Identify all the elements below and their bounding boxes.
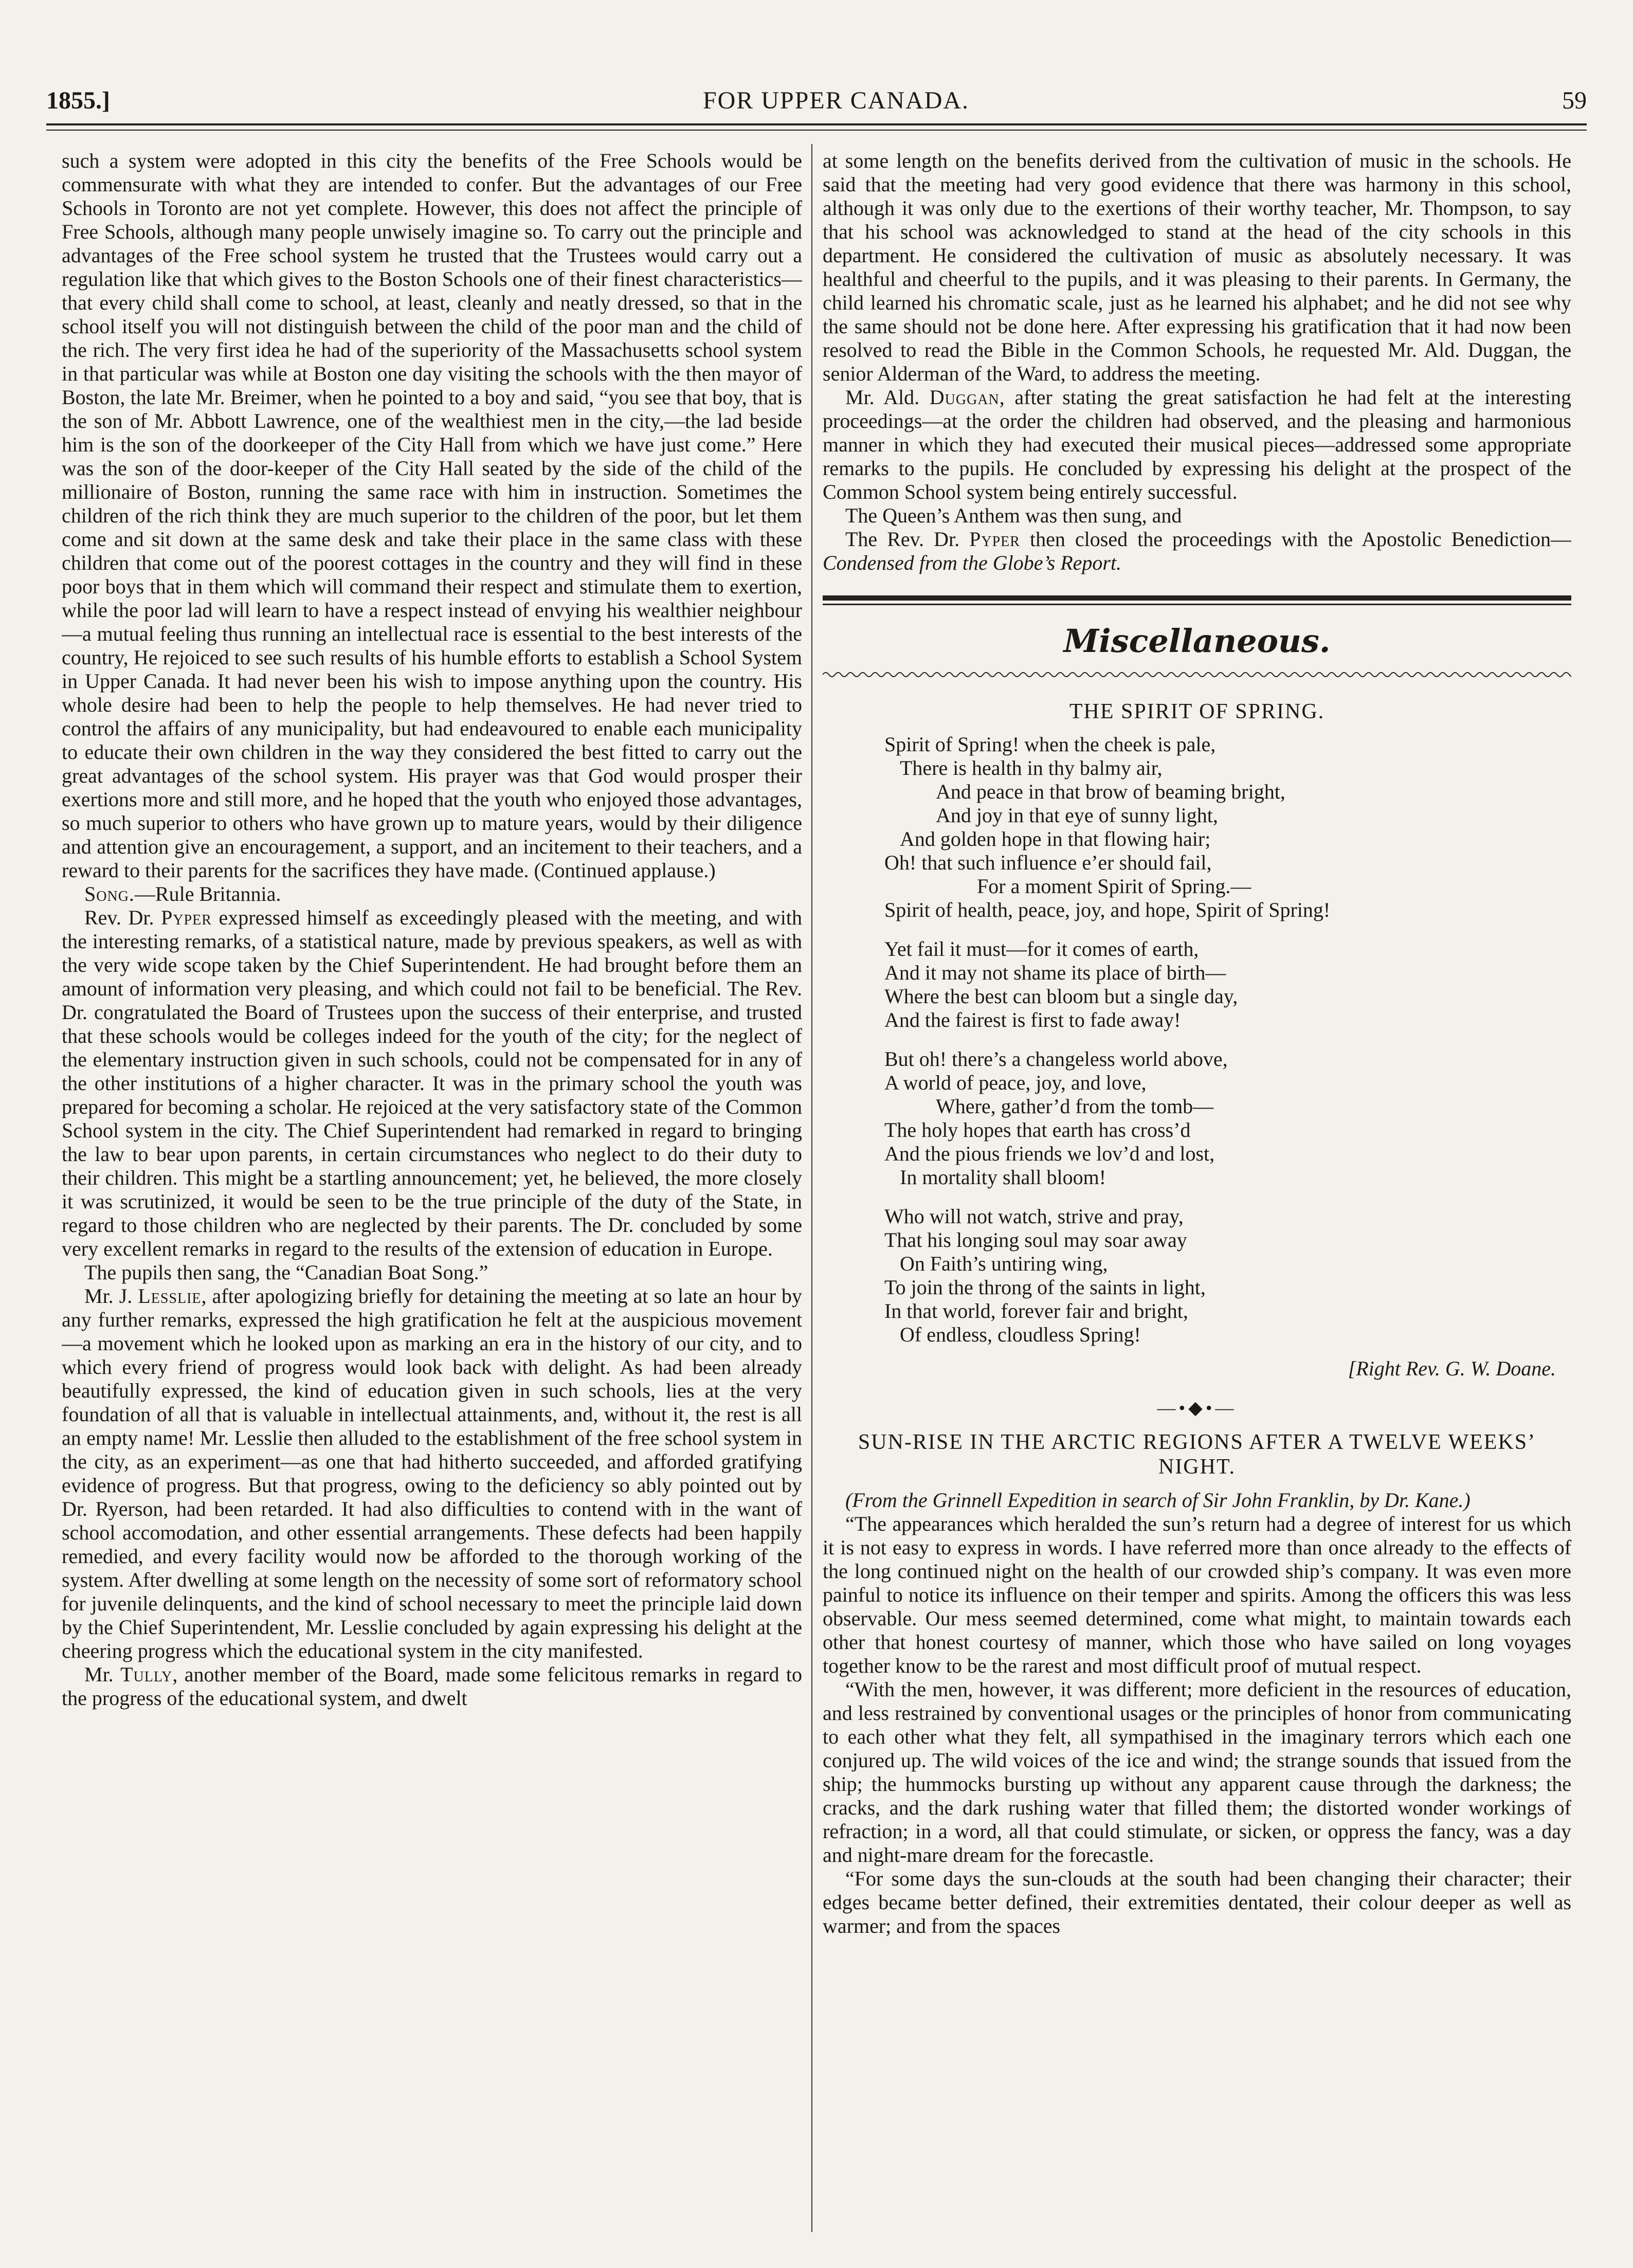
article-title: SUN-RISE IN THE ARCTIC REGIONS AFTER A TWELVE WEEKS’ NIGHT. (858, 1430, 1536, 1479)
lesslie-paragraph (62, 1284, 802, 1663)
wavy-rule (823, 669, 1571, 680)
song-line (62, 882, 802, 906)
tully-paragraph (62, 1663, 802, 1710)
closing-source: Condensed from the Globe’s Report. (823, 551, 1122, 574)
paragraph-continuation: such a system were adopted in this city the benefits of the Free Schools would be commensurate with what they are intended to confer. But the advantages of our Free Schools in Toronto are not yet complete. However, this does not affect the principle of Free Schools, although many people unwisely imagine so. To carry out the principle and advantages of the Free school system he trusted that the Trustees would carry out a regulation like that which gives to the Boston Schools one of their finest characteristics—that every child shall come to school, at least, cleanly and neatly dressed, so that in the school itself you will not distinguish between the child of the poor man and the child of the rich. The very first idea he had of the superiority of the Massachusetts school system in that particular was while at Boston one day visiting the schools with the then mayor of Boston, the late Mr. Breimer, when he pointed to a boy and said, “you see that boy, that is the son of Mr. Abbott Lawrence, one of the wealthiest men in the city,—the lad beside him is the son of the doorkeeper of the City Hall from which we have just come.” Here was the son of the door-keeper of the City Hall seated by the side of the child of the millionaire of Boston, running the same race with him in instruction. Sometimes the children of the rich think they are much superior to the children of the poor, but let them come and sit down at the same desk and take their place in the same class with these children that come out of the poorest cottages in the country and they will find in these poor boys that in them which will command their respect and stimulate them to exertion, while the poor lad will learn to have a respect instead of envying his wealthier neighbour—a mutual feeling thus running an intellectual race is essential to the best interests of the country, He rejoiced to see such results of his humble efforts to establish a School System in Upper Canada. It had never been his wish to impose anything upon the country. His whole desire had been to help the people to help themselves. He had never tried to control the affairs of any municipality, but had endeavoured to enable each municipality to educate their own children in the way they considered the best fitted to carry out the great advantages of the school system. His prayer was that God would prosper their exertions more and still more, and he hoped that the youth who enjoyed those advantages, so much superior to others who have grown up to mature years, would by their diligence and attention give an encouragement, a support, and an incitement to their teachers, and a reward to their parents for the sacrifices they have made. (Continued applause.) (62, 149, 802, 882)
lesslie-text: , after apologizing briefly for detaining the meeting at so late an hour by any further remarks, expressed the high gratification he felt at the auspicious movement—a movement which he looked upon as marking an era in the history of our city, and to which every friend of progress would look back with delight. As had been already beautifully expressed, the kind of education given in such schools, lies at the very foundation of all that is valuable in intellectual attainments, and, without it, the rest is all an empty name! Mr. Lesslie then alluded to the establishment of the free school system in the city, as an experiment—as one that had hitherto succeeded, and afforded gratifying evidence of progress. But that progress, owing to the deficiency so ably pointed out by Dr. Ryerson, had been retarded. It had also difficulties to contend with in the want of school accomodation, and other essential arrangements. These defects had been happily remedied, and every facility would now be afforded to the thorough working of the system. After dwelling at some length on the necessity of some sort of reformatory school for juvenile delinquents, and the kind of school necessary to meet the principle laid down by the Chief Superintendent, Mr. Lesslie concluded by again expressing his delight at the cheering progress which the educational system in the city manifested. (62, 1284, 802, 1662)
duggan-paragraph (823, 386, 1571, 504)
page-number: 59 (1562, 86, 1587, 114)
poem-line: And peace in that brow of beaming bright, (936, 780, 1285, 803)
paragraph-continuation-right: at some length on the benefits derived from the cultivation of music in the schools. He said that the meeting had very good evidence that there was harmony in this school, although it was only due to the exertions of their worthy teacher, Mr. Thompson, to say that his school was acknowledged to stand at the head of the city schools in this department. He considered the cultivation of music as absolutely necessary. It was healthful and cheerful to the pupils, and it was pleasing to their parents. In Germany, the child learned his chromatic scale, just as he learned his alphabet; and he did not see why the same should not be done here. After expressing his gratification that it had now been resolved to read the Bible in the Common Schools, he requested Mr. Ald. Duggan, the senior Alderman of the Ward, to address the meeting. (823, 149, 1571, 385)
poem-line: In that world, forever fair and bright, (884, 1299, 1188, 1322)
page-header (46, 77, 1587, 123)
poem-line: Where, gather’d from the tomb— (936, 1095, 1214, 1118)
closing-name: Pyper (969, 528, 1020, 551)
poem-line: And the pious friends we lov’d and lost, (884, 1142, 1215, 1165)
poem-line: And it may not shame its place of birth— (884, 961, 1226, 984)
poem-line: In mortality shall bloom! (900, 1166, 1106, 1189)
tully-prefix: Mr. (84, 1663, 121, 1686)
anthem-line: The Queen’s Anthem was then sung, and (845, 504, 1182, 527)
duggan-name: Duggan (929, 386, 1000, 409)
poem-title: THE SPIRIT OF SPRING. (1069, 700, 1325, 723)
poem-line: Spirit of Spring! when the cheek is pale, (884, 733, 1216, 756)
closing-prefix: The Rev. Dr. (845, 528, 970, 551)
poem-stanza-1 (884, 733, 1571, 922)
article-paragraph: “For some days the sun-clouds at the south had been changing their character; their edges became better defined, their extremities dentated, their colour deeper as well as warmer; and from the spaces (823, 1867, 1571, 1937)
poem-line: Who will not watch, strive and pray, (884, 1205, 1184, 1228)
closing-text: then closed the proceedings with the Apostolic Benediction— (1020, 528, 1571, 551)
article-source: (From the Grinnell Expedition in search of Sir John Franklin, by Dr. Kane.) (845, 1489, 1471, 1512)
poem-stanza-2 (884, 937, 1571, 1032)
section-divider (823, 595, 1571, 605)
poem-line: Oh! that such influence e’er should fail, (884, 851, 1212, 874)
pyper-prefix: Rev. Dr. (84, 906, 161, 929)
poem-stanza-3 (884, 1047, 1571, 1189)
duggan-prefix: Mr. Ald. (845, 386, 930, 409)
poem-line: Of endless, cloudless Spring! (900, 1323, 1141, 1346)
poem-line: And the fairest is first to fade away! (884, 1008, 1181, 1031)
poem-line: The holy hopes that earth has cross’d (884, 1118, 1191, 1141)
poem-line: On Faith’s untiring wing, (900, 1252, 1108, 1275)
lesslie-prefix: Mr. J. (84, 1284, 138, 1308)
closing-paragraph (823, 528, 1571, 575)
lesslie-name: Lesslie (138, 1284, 202, 1308)
poem-line: For a moment Spirit of Spring.— (977, 875, 1251, 898)
header-year: 1855.] (46, 86, 110, 114)
section-rule-thick (823, 595, 1571, 601)
poem-line: To join the throng of the saints in light, (884, 1276, 1206, 1299)
song-title: —Rule Britannia. (134, 882, 281, 905)
poem-line: And joy in that eye of sunny light, (936, 804, 1218, 827)
poem-line: That his longing soul may soar away (884, 1228, 1187, 1251)
poem-line: Where the best can bloom but a single day, (884, 985, 1238, 1008)
poem-line: A world of peace, joy, and love, (884, 1071, 1147, 1094)
poem-line: There is health in thy balmy air, (900, 756, 1163, 779)
poem-line: Spirit of health, peace, joy, and hope, Spirit of Spring! (884, 898, 1331, 921)
poem-line: Yet fail it must—for it comes of earth, (884, 937, 1199, 960)
poem-line: But oh! there’s a changeless world above, (884, 1047, 1228, 1071)
header-rule-thick (46, 123, 1587, 125)
tully-text: , another member of the Board, made some felicitous remarks in regard to the progress of the educational system, and dwelt (62, 1663, 802, 1710)
tully-name: Tully (120, 1663, 173, 1686)
song-label: Song. (84, 882, 135, 905)
poem-line: And golden hope in that flowing hair; (900, 827, 1211, 850)
section-rule-thin (823, 604, 1571, 605)
article-paragraph: “With the men, however, it was different; more deficient in the resources of education, and less restrained by conventional usages or the principles of honor from communicating to each other what they felt, all sympathised in the imaginary terrors which each one conjured up. The wild voices of the ice and wind; the strange sounds that issued from the ship; the hummocks bursting up without any apparent cause through the darkness; the cracks, and the dark rushing water that filled them; the distorted wonder workings of refraction; in a word, all that could stimulate, or sicken, or oppress the fancy, was a day and night-mare dream for the forecastle. (823, 1678, 1571, 1866)
pyper-text: expressed himself as exceedingly pleased with the meeting, and with the interesting remarks, of a statistical nature, made by previous speakers, as well as with the very wide scope taken by the Chief Superintendent. He had brought before them an amount of information very pleasing, and which could not fail to be beneficial. The Rev. Dr. congratulated the Board of Trustees upon the success of their enterprise, and trusted that these schools would be colleges indeed for the youth of the city; for the neglect of the elementary instruction given in such schools, could not be compensated for in any of the other institutions of a higher character. It was in the primary school the youth was prepared for becoming a scholar. He rejoiced at the very satisfactory state of the Common School system in the city. The Chief Superintendent had remarked in regard to bringing the law to bear upon parents, in certain circumstances who neglect to do their duty to their children. This might be a startling announcement; yet, he believed, the more closely it was scrutinized, it would be seen to be the true principle of the duty of the State, in regard to those children who are neglected by their parents. The Dr. concluded by some very excellent remarks in regard to the results of the extension of education in Europe. (62, 906, 802, 1260)
pyper-name: Pyper (161, 906, 212, 929)
right-column (823, 149, 1571, 2227)
ornament-divider: —•◆•— (1157, 1398, 1237, 1418)
column-divider (811, 144, 812, 2232)
pyper-paragraph (62, 906, 802, 1261)
poem-stanza-4 (884, 1205, 1571, 1347)
poem-attribution: [Right Rev. G. W. Doane. (1348, 1357, 1556, 1380)
left-column (62, 149, 802, 2227)
boat-song-line: The pupils then sang, the “Canadian Boat Song.” (84, 1261, 488, 1284)
miscellaneous-heading: Miscellaneous. (1063, 622, 1331, 660)
running-title: FOR UPPER CANADA. (702, 86, 970, 114)
duggan-text: , after stating the great satisfaction he had felt at the interesting proceedings—at the order the children had observed, and the pleasing and harmonious manner in which they had executed their musical pieces—addressed some appropriate remarks to the pupils. He concluded by expressing his delight at the prospect of the Common School system being entirely successful. (823, 386, 1571, 503)
header-rule-thin (46, 130, 1587, 131)
article-paragraph: “The appearances which heralded the sun’s return had a degree of interest for us which it is not easy to express in words. I have referred more than once already to the effects of the long continued night on the health of our crowded ship’s company. It was even more painful to notice its influence on their temper and spirits. Among the officers this was less observable. Our mess seemed determined, come what might, to maintain towards each other that honest courtesy of manner, which those who have sailed on long voyages together know to be the rarest and most difficult proof of mutual respect. (823, 1512, 1571, 1677)
